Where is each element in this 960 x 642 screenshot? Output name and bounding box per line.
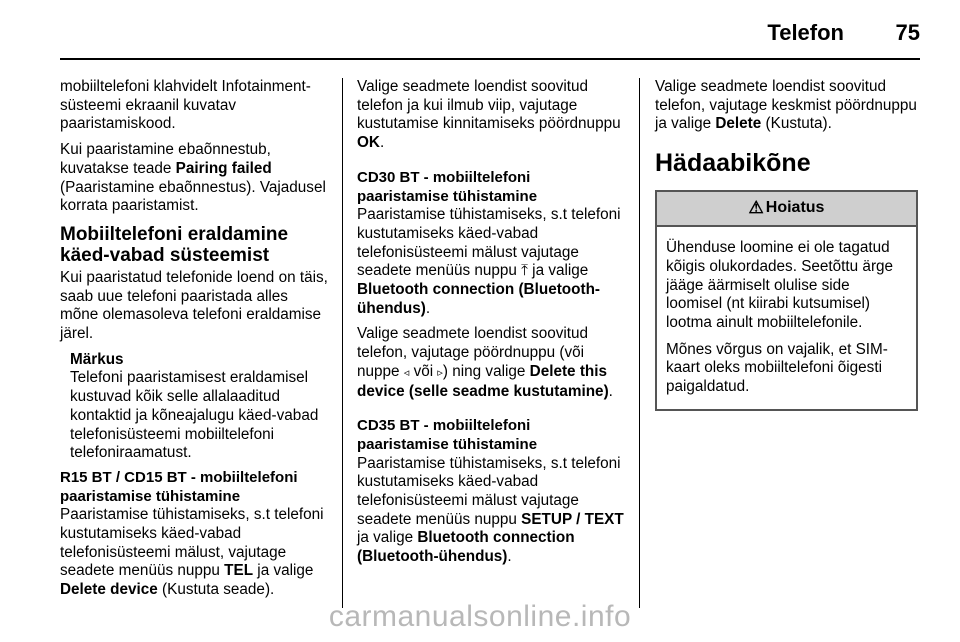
- ui-term: SETUP / TEXT: [521, 510, 624, 528]
- page-title: Telefon: [767, 20, 844, 45]
- page-header: [60, 18, 920, 50]
- paragraph: mobiiltelefoni klahvidelt Infotainment-süsteemi ekraanil kuvatav paaristamiskood.: [60, 78, 311, 133]
- ui-term: Pairing failed: [175, 159, 272, 177]
- column-2: [357, 78, 625, 574]
- ui-term: TEL: [224, 562, 254, 580]
- ui-term: Delete device: [60, 581, 158, 599]
- subsection-heading: CD30 BT - mobiiltelefoni paaristamise tühistamine: [357, 168, 538, 205]
- left-arrow-icon: ◃: [403, 366, 410, 379]
- note-text: Telefoni paaristamisest eraldamisel kustuvad kõik selle allalaaditud kontaktid ja kõneajalugu käed-vabad telefonisüsteemi mobiiltelefoni telefoniraamatust.: [70, 369, 319, 462]
- paragraph: Valige seadmete loendist soovitud telefon ja kui ilmub viip, vajutage kustutamise kinnitamiseks pöördnuppu OK.: [357, 78, 621, 152]
- settings-button-icon: ⤒: [521, 262, 528, 280]
- column-3: [655, 78, 920, 411]
- paragraph: Kui paaristamine ebaõnnestub, kuvatakse teade Pairing failed (Paaristamine ebaõnnestus). Vajadusel korrata paaristamist.: [60, 141, 326, 215]
- column-divider-1: [342, 78, 343, 608]
- paragraph: Kui paaristatud telefonide loend on täis, saab uue telefoni paaristada alles mõne olemasoleva telefoni eraldamise järel.: [60, 268, 328, 343]
- paragraph: Valige seadmete loendist soovitud telefon, vajutage keskmist pöördnuppu ja valige Delete (Kustuta).: [655, 78, 917, 133]
- ui-term: Delete this device (selle seadme kustutamine): [357, 362, 609, 400]
- warning-body: [657, 227, 916, 409]
- note-box: [70, 351, 328, 463]
- warning-header: [657, 192, 916, 227]
- ui-term: OK: [357, 134, 380, 152]
- warning-box: [655, 190, 918, 411]
- subsection-heading: CD35 BT - mobiiltelefoni paaristamise tühistamine: [357, 417, 538, 453]
- ui-term: Delete: [715, 115, 762, 133]
- chapter-heading: Hädaabikõne: [655, 149, 811, 178]
- page-number: 75: [895, 20, 920, 45]
- watermark: carmanualsonline.info: [328, 600, 632, 633]
- ui-term: Bluetooth connection (Bluetooth-ühendus): [357, 529, 575, 566]
- column-1: [60, 78, 328, 607]
- paragraph: Paaristamise tühistamiseks, s.t telefoni kustutamiseks käed-vabad telefonisüsteemi mälust, vajutage seadete menüüs nuppu TEL ja valige Delete device (Kustuta seade).: [60, 506, 324, 599]
- warning-title: Hoiatus: [765, 199, 825, 217]
- subsection-heading: R15 BT / CD15 BT - mobiiltelefoni paaristamise tühistamine: [60, 468, 298, 505]
- warning-icon: ⚠: [748, 198, 764, 218]
- paragraph: Paaristamise tühistamiseks, s.t telefoni kustutamiseks käed-vabad telefonisüsteemi mälust vajutage seadete menüüs nuppu ⤒ ja valige Bluetooth connection (Bluetooth-ühendus).: [357, 206, 621, 317]
- paragraph: Paaristamise tühistamiseks, s.t telefoni kustutamiseks käed-vabad telefonisüsteemi mälust vajutage seadete menüüs nuppu SETUP / TEXT ja valige Bluetooth connection (Bluetooth-ühendus).: [357, 454, 624, 566]
- warning-text: Mõnes võrgus on vajalik, et SIM-kaart oleks mobiiltelefoni õigesti paigaldatud.: [666, 340, 888, 396]
- ui-term: Bluetooth connection (Bluetooth-ühendus): [357, 281, 601, 317]
- warning-text: Ühenduse loomine ei ole tagatud kõigis olukordades. Seetõttu ärge jääge äärmiselt olulise side loomisel (nt kiirabi kutsumisel) lootma ainult mobiiltelefonile.: [666, 239, 894, 331]
- note-title: Märkus: [70, 350, 124, 368]
- column-divider-2: [639, 78, 640, 608]
- right-arrow-icon: ▹: [437, 366, 443, 379]
- section-heading: Mobiiltelefoni eraldamine käed-vabad süsteemist: [60, 223, 289, 266]
- header-rule: [60, 58, 920, 60]
- paragraph: Valige seadmete loendist soovitud telefon, vajutage pöördnuppu (või nuppe ◃ või ▹) ning valige Delete this device (selle seadme kustutamine).: [357, 325, 613, 400]
